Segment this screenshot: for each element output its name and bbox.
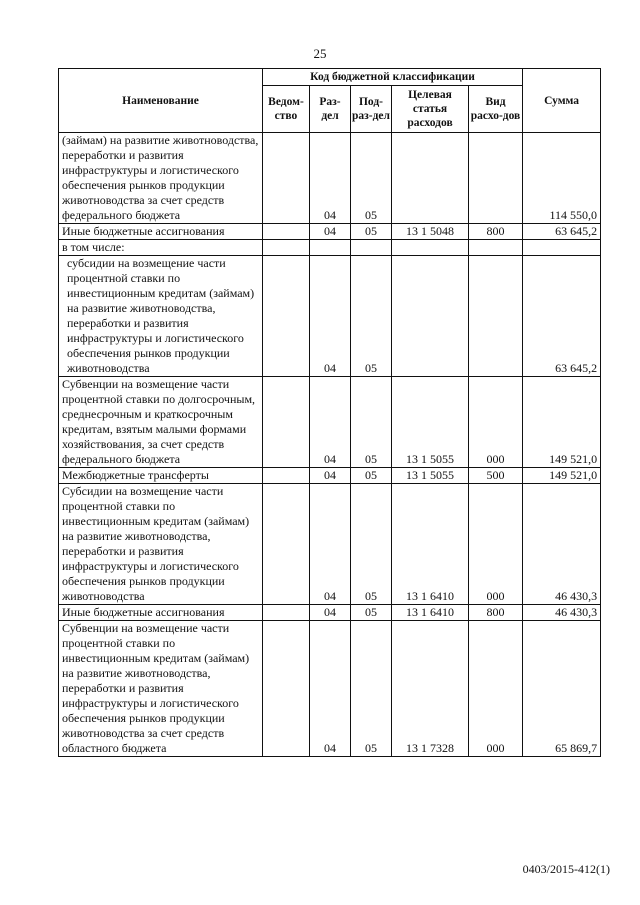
- row-name: Иные бюджетные ассигнования: [59, 605, 263, 621]
- table-row: [59, 224, 601, 240]
- header-vid: Вид расхо-дов: [469, 86, 523, 133]
- budget-table: [58, 68, 601, 757]
- row-razdel: 04: [310, 605, 351, 621]
- table-row: [59, 240, 601, 256]
- row-ved: [263, 256, 310, 377]
- table-row: [59, 621, 601, 757]
- row-target: 13 1 7328: [392, 621, 469, 757]
- row-podrazdel: 05: [351, 621, 392, 757]
- row-sum: 114 550,0: [523, 133, 601, 224]
- row-vid: 800: [469, 224, 523, 240]
- row-podrazdel: 05: [351, 484, 392, 605]
- row-ved: [263, 605, 310, 621]
- row-razdel: 04: [310, 224, 351, 240]
- row-name: субсидии на возмещение части процентной ставки по инвестиционным кредитам (займам) на развитие животноводства, переработки и развития инфраструктуры и логистического обеспечения рынков продукции животноводства: [59, 256, 263, 377]
- row-sum: 63 645,2: [523, 224, 601, 240]
- row-ved: [263, 240, 310, 256]
- row-ved: [263, 484, 310, 605]
- row-ved: [263, 224, 310, 240]
- row-razdel: [310, 240, 351, 256]
- row-razdel: 04: [310, 256, 351, 377]
- row-vid: 000: [469, 621, 523, 757]
- row-target: 13 1 5055: [392, 468, 469, 484]
- row-sum: 46 430,3: [523, 605, 601, 621]
- row-sum: [523, 240, 601, 256]
- row-ved: [263, 133, 310, 224]
- row-podrazdel: 05: [351, 605, 392, 621]
- table-row: [59, 133, 601, 224]
- row-target: 13 1 5055: [392, 377, 469, 468]
- row-ved: [263, 621, 310, 757]
- row-target: 13 1 6410: [392, 484, 469, 605]
- header-target: Целевая статья расходов: [392, 86, 469, 133]
- row-target: 13 1 5048: [392, 224, 469, 240]
- table-row: [59, 605, 601, 621]
- row-target: [392, 240, 469, 256]
- header-podrazdel: Под-раз-дел: [351, 86, 392, 133]
- row-podrazdel: 05: [351, 224, 392, 240]
- row-podrazdel: [351, 240, 392, 256]
- table-row: [59, 484, 601, 605]
- row-name: (займам) на развитие животноводства, переработки и развития инфраструктуры и логистического обеспечения рынков продукции животноводства за счет средств федерального бюджета: [59, 133, 263, 224]
- row-name: Субсидии на возмещение части процентной ставки по инвестиционным кредитам (займам) на развитие животноводства, переработки и развития инфраструктуры и логистического обеспечения рынков продукции животноводства: [59, 484, 263, 605]
- table-header: [59, 69, 601, 133]
- row-vid: 000: [469, 377, 523, 468]
- row-razdel: 04: [310, 377, 351, 468]
- table-row: [59, 468, 601, 484]
- header-vedomstvo: Ведом-ство: [263, 86, 310, 133]
- row-vid: [469, 256, 523, 377]
- header-code-group: Код бюджетной классификации: [263, 69, 523, 86]
- row-target: [392, 133, 469, 224]
- row-vid: [469, 240, 523, 256]
- row-vid: [469, 133, 523, 224]
- page-number: 25: [313, 46, 327, 61]
- row-sum: 65 869,7: [523, 621, 601, 757]
- row-razdel: 04: [310, 484, 351, 605]
- row-razdel: 04: [310, 133, 351, 224]
- row-name: Межбюджетные трансферты: [59, 468, 263, 484]
- row-name: Иные бюджетные ассигнования: [59, 224, 263, 240]
- row-ved: [263, 377, 310, 468]
- row-name: Субвенции на возмещение части процентной ставки по инвестиционным кредитам (займам) на развитие животноводства, переработки и развития инфраструктуры и логистического обеспечения рынков продукции животноводства за счет средств областного бюджета: [59, 621, 263, 757]
- row-podrazdel: 05: [351, 133, 392, 224]
- row-vid: 000: [469, 484, 523, 605]
- row-podrazdel: 05: [351, 256, 392, 377]
- row-vid: 800: [469, 605, 523, 621]
- header-name: Наименование: [59, 69, 263, 133]
- row-razdel: 04: [310, 621, 351, 757]
- row-podrazdel: 05: [351, 377, 392, 468]
- header-sum: Сумма: [523, 69, 601, 133]
- row-razdel: 04: [310, 468, 351, 484]
- document-code: 0403/2015-412(1): [522, 862, 610, 876]
- row-ved: [263, 468, 310, 484]
- row-target: [392, 256, 469, 377]
- row-target: 13 1 6410: [392, 605, 469, 621]
- row-sum: 63 645,2: [523, 256, 601, 377]
- table-row: [59, 256, 601, 377]
- row-podrazdel: 05: [351, 468, 392, 484]
- header-razdel: Раз-дел: [310, 86, 351, 133]
- row-name: в том числе:: [59, 240, 263, 256]
- row-vid: 500: [469, 468, 523, 484]
- row-sum: 149 521,0: [523, 468, 601, 484]
- row-sum: 46 430,3: [523, 484, 601, 605]
- row-sum: 149 521,0: [523, 377, 601, 468]
- table-row: [59, 377, 601, 468]
- row-name: Субвенции на возмещение части процентной ставки по долгосрочным, среднесрочным и краткосрочным кредитам, взятым малыми формами хозяйствования, за счет средств федерального бюджета: [59, 377, 263, 468]
